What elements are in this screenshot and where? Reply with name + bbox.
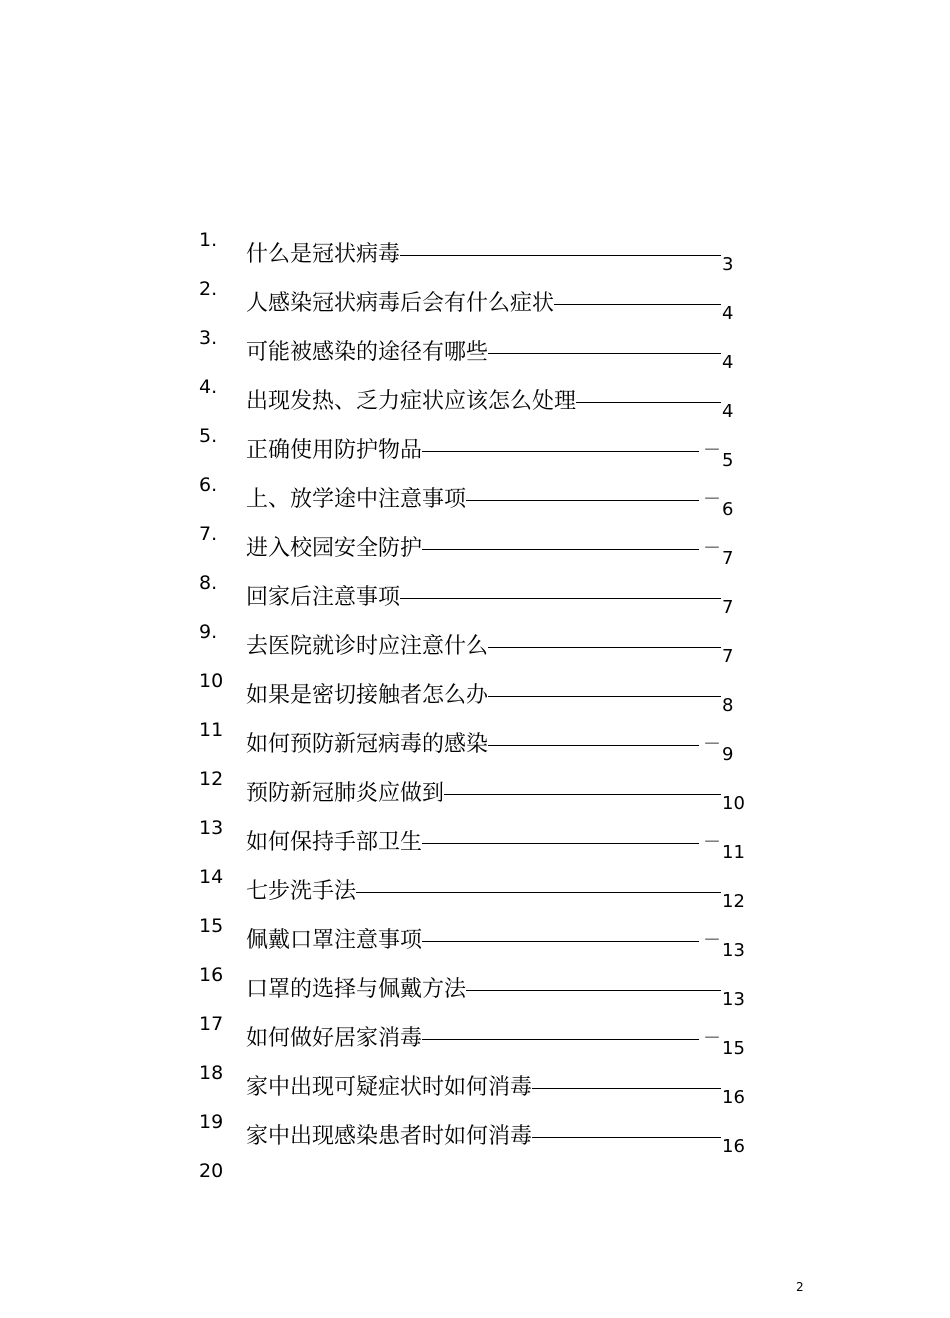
toc-entry-title: 如何保持手部卫生	[246, 830, 423, 855]
toc-entry-page: 7	[722, 548, 734, 569]
toc-entry-title: 口罩的选择与佩戴方法	[246, 977, 467, 1002]
toc-entry	[0, 573, 950, 622]
toc-entry-title: 家中出现可疑症状时如何消毒	[246, 1075, 533, 1100]
toc-entry-title: 预防新冠肺炎应做到	[246, 781, 445, 806]
toc-entry	[0, 426, 950, 475]
toc-entry-page: 9	[722, 744, 734, 765]
toc-entry-page: 3	[722, 254, 734, 275]
toc-entry-page: 11	[722, 842, 745, 863]
toc-leader-line	[400, 598, 721, 599]
toc-entry-number: 14	[199, 866, 224, 888]
toc-entry-number: 13	[199, 817, 224, 839]
toc-entry-line	[246, 1071, 721, 1101]
toc-entry-title: 上、放学途中注意事项	[246, 487, 467, 512]
toc-entry-page: 16	[722, 1087, 745, 1108]
toc-entry-title: 如何预防新冠病毒的感染	[246, 732, 489, 757]
toc-leader-line	[488, 353, 721, 354]
toc-entry-line	[246, 924, 721, 954]
toc-entry	[0, 377, 950, 426]
toc-entry-title: 去医院就诊时应注意什么	[246, 634, 489, 659]
toc-entry-page: 16	[722, 1136, 745, 1157]
toc-entry	[0, 230, 950, 279]
toc-leader-dash: －	[703, 832, 721, 853]
toc-entry-line	[246, 483, 721, 513]
toc-entry-number: 8.	[199, 572, 218, 594]
toc-entry	[0, 867, 950, 916]
toc-entry-number: 3.	[199, 327, 218, 349]
toc-leader-line	[488, 696, 721, 697]
toc-entry	[0, 1063, 950, 1112]
toc-entry	[0, 769, 950, 818]
toc-entry-line	[246, 679, 721, 709]
toc-leader-dash: －	[703, 538, 721, 559]
toc-entry-line	[246, 532, 721, 562]
toc-entry-page: 5	[722, 450, 734, 471]
toc-entry-number: 6.	[199, 474, 218, 496]
toc-leader-line	[400, 255, 721, 256]
toc-entry-page: 12	[722, 891, 745, 912]
toc-leader-line	[532, 1137, 721, 1138]
toc-entry-title: 什么是冠状病毒	[246, 242, 401, 267]
toc-entry-line	[246, 826, 721, 856]
toc-entry-line	[246, 287, 721, 317]
toc-entry	[0, 475, 950, 524]
toc-entry	[0, 524, 950, 573]
toc-entry-number: 4.	[199, 376, 218, 398]
toc-entry	[0, 622, 950, 671]
page-number: 2	[796, 1280, 804, 1294]
toc-entry-line	[246, 385, 721, 415]
toc-entry-title: 七步洗手法	[246, 879, 357, 904]
toc-entry-page: 8	[722, 695, 734, 716]
toc-leader-line	[422, 1039, 699, 1040]
toc-entry-title: 出现发热、乏力症状应该怎么处理	[246, 389, 577, 414]
toc-entry-line	[246, 336, 721, 366]
toc-entry-page: 4	[722, 401, 734, 422]
toc-entry	[0, 720, 950, 769]
toc-entry	[0, 671, 950, 720]
toc-leader-line	[532, 1088, 721, 1089]
toc-leader-line	[488, 745, 699, 746]
toc-entry-title: 回家后注意事项	[246, 585, 401, 610]
toc-entry-number: 11	[199, 719, 224, 741]
toc-entry-line	[246, 777, 721, 807]
toc-leader-line	[554, 304, 721, 305]
toc-entry-page: 4	[722, 352, 734, 373]
toc-entry-number: 2.	[199, 278, 218, 300]
toc-leader-line	[422, 843, 699, 844]
toc-entry	[0, 1112, 950, 1161]
toc-entry-page: 13	[722, 940, 745, 961]
toc-leader-dash: －	[703, 440, 721, 461]
toc-entry-line	[246, 875, 721, 905]
toc-entry-number: 19	[199, 1111, 224, 1133]
toc-leader-line	[576, 402, 721, 403]
toc-entry-line	[246, 973, 721, 1003]
toc-entry-page: 6	[722, 499, 734, 520]
toc-entry-line	[246, 434, 721, 464]
toc-entry-title: 如何做好居家消毒	[246, 1026, 423, 1051]
toc-entry-number: 16	[199, 964, 224, 986]
toc-entry-title: 可能被感染的途径有哪些	[246, 340, 489, 365]
toc-entry-number: 20	[199, 1160, 224, 1182]
toc-entry-number: 10	[199, 670, 224, 692]
toc-entry-title: 家中出现感染患者时如何消毒	[246, 1124, 533, 1149]
toc-leader-dash: －	[703, 930, 721, 951]
toc-leader-dash: －	[703, 1028, 721, 1049]
toc-leader-dash: －	[703, 734, 721, 755]
toc-leader-line	[466, 500, 699, 501]
toc-leader-line	[488, 647, 721, 648]
toc-entry-line	[246, 630, 721, 660]
toc-entry	[0, 965, 950, 1014]
toc-leader-line	[356, 892, 721, 893]
toc-entry	[0, 1014, 950, 1063]
toc-leader-line	[422, 941, 699, 942]
toc-entry	[0, 1161, 950, 1210]
toc-entry-page: 7	[722, 597, 734, 618]
toc-leader-line	[466, 990, 721, 991]
toc-entry-page: 7	[722, 646, 734, 667]
toc-entry-title: 进入校园安全防护	[246, 536, 423, 561]
toc-entry	[0, 916, 950, 965]
toc-entry-number: 17	[199, 1013, 224, 1035]
toc-entry-title: 佩戴口罩注意事项	[246, 928, 423, 953]
toc-leader-line	[422, 549, 699, 550]
toc-entry-number: 5.	[199, 425, 218, 447]
toc-entry-line	[246, 1120, 721, 1150]
toc-entry-title: 如果是密切接触者怎么办	[246, 683, 489, 708]
toc-entry-line	[246, 1022, 721, 1052]
toc-entry-page: 15	[722, 1038, 745, 1059]
toc-entry-title: 人感染冠状病毒后会有什么症状	[246, 291, 555, 316]
toc-entry-title: 正确使用防护物品	[246, 438, 423, 463]
toc-entry-line	[246, 728, 721, 758]
toc-entry-number: 7.	[199, 523, 218, 545]
toc-entry-page: 10	[722, 793, 745, 814]
toc-entry-number: 1.	[199, 229, 218, 251]
toc-entry-line	[246, 238, 721, 268]
toc-entry-number: 12	[199, 768, 224, 790]
toc-entry	[0, 328, 950, 377]
toc-entry-number: 15	[199, 915, 224, 937]
toc-leader-line	[422, 451, 699, 452]
toc-entry	[0, 279, 950, 328]
toc-entry-line	[246, 581, 721, 611]
toc-leader-dash: －	[703, 489, 721, 510]
toc-entry-number: 18	[199, 1062, 224, 1084]
toc-entry-page: 13	[722, 989, 745, 1010]
toc-leader-line	[444, 794, 721, 795]
toc-entry-page: 4	[722, 303, 734, 324]
toc-entry-number: 9.	[199, 621, 218, 643]
toc-entry	[0, 818, 950, 867]
